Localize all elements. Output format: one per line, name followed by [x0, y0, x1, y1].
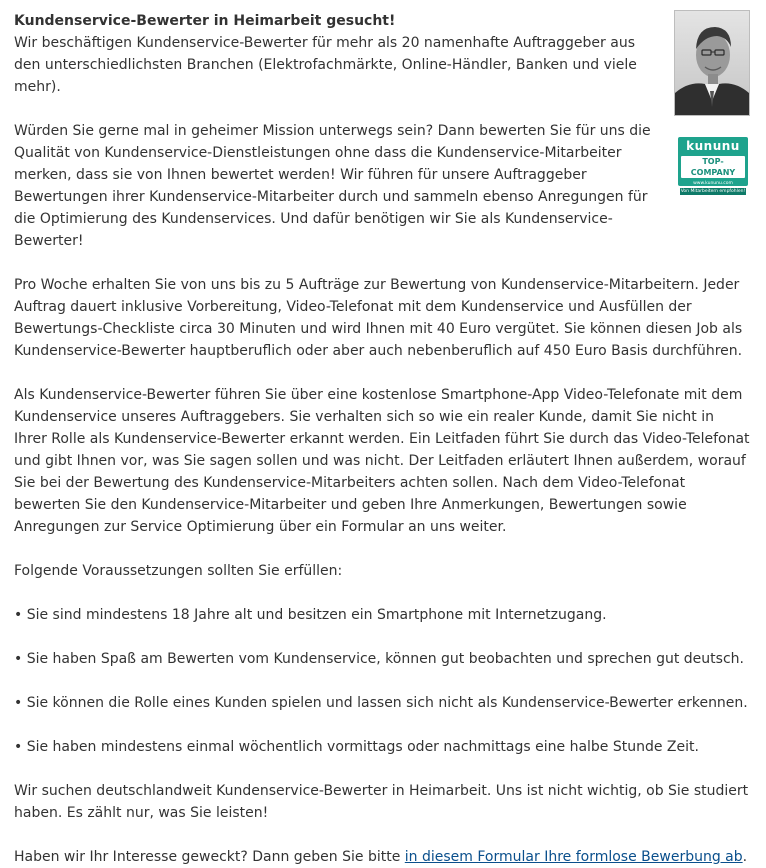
intro-paragraph: Wir beschäftigen Kundenservice-Bewerter für mehr als 20 namenhafte Auftraggeber aus den unterschiedlichsten Branchen (Elektrofachmärkte, Online-Händler, Banken und viele mehr).: [14, 35, 637, 95]
list-item: [14, 692, 750, 714]
recruiter-photo: [674, 10, 750, 116]
bullet-icon: •: [14, 651, 23, 667]
requirements-heading: Folgende Voraussetzungen sollten Sie erfüllen:: [14, 563, 343, 579]
list-item-text: Sie haben Spaß am Bewerten vom Kundenservice, können gut beobachten und sprechen gut deutsch.: [26, 651, 744, 667]
search-paragraph: Wir suchen deutschlandweit Kundenservice-Bewerter in Heimarbeit. Uns ist nicht wichtig, ob Sie studiert haben. Es zählt nur, was Sie leisten!: [14, 783, 749, 821]
bullet-icon: •: [14, 695, 23, 711]
mission-paragraph: Würden Sie gerne mal in geheimer Mission unterwegs sein? Dann bewerten Sie für uns die Qualität von Kundenservice-Dienstleistungen ohne dass die Kundenservice-Mitarbeiter merken, dass sie von Ihnen bewertet werden! Wir führen für unsere Auftraggeber Bewertungen ihrer Kundenservice-Mitarbeiter durch und sammeln ebenso Anregungen für die Optimierung des Kundenservices. Und dafür benötigen wir Sie als Kundenservice-Bewerter!: [14, 123, 651, 249]
list-item: [14, 648, 750, 670]
list-item: [14, 736, 750, 758]
bullet-icon: •: [14, 607, 23, 623]
bullet-icon: •: [14, 739, 23, 755]
list-item-text: Sie sind mindestens 18 Jahre alt und besitzen ein Smartphone mit Internetzugang.: [26, 607, 607, 623]
badge-label: TOP-COMPANY: [681, 156, 745, 178]
badge-tagline: Von Mitarbeitern empfohlen!: [680, 189, 746, 194]
list-item: [14, 604, 750, 626]
weekly-tasks-paragraph: Pro Woche erhalten Sie von uns bis zu 5 Aufträge zur Bewertung von Kundenservice-Mitarbeitern. Jeder Auftrag dauert inklusive Vorbereitung, Video-Telefonat mit dem Kundenservice und Ausfüllen der Bewertungs-Checkliste circa 30 Minuten und wird Ihnen mit 40 Euro vergütet. Sie können diesen Job als Kundenservice-Bewerter hauptberuflich oder aber auch nebenberuflich auf 450 Euro Basis durchführen.: [14, 277, 743, 359]
app-description-paragraph: Als Kundenservice-Bewerter führen Sie über eine kostenlose Smartphone-App Video-Telefonate mit dem Kundenservice unseres Auftraggebers. Sie verhalten sich so wie ein realer Kunde, damit Sie nicht in Ihrer Rolle als Kundenservice-Bewerter erkannt werden. Ein Leitfaden führt Sie durch das Video-Telefonat und gibt Ihnen vor, was Sie sagen sollen und was nicht. Der Leitfaden erläutert Ihnen außerdem, worauf Sie bei der Bewertung des Kundenservice-Mitarbeiters achten sollen. Nach dem Video-Telefonat bewerten Sie den Kundenservice-Mitarbeiter und geben Ihre Anmerkungen, Bewertungen sowie Anregungen zur Service Optimierung über ein Formular an uns weiter.: [14, 387, 750, 535]
application-form-link[interactable]: in diesem Formular Ihre formlose Bewerbung ab: [404, 849, 743, 865]
closing-period: .: [742, 849, 748, 865]
badge-logo: kununu: [686, 139, 740, 153]
closing-paragraph: [14, 846, 750, 868]
closing-text: Haben wir Ihr Interesse geweckt? Dann geben Sie bitte: [14, 849, 405, 865]
list-item-text: Sie haben mindestens einmal wöchentlich vormittags oder nachmittags eine halbe Stunde Zeit.: [26, 739, 699, 755]
kununu-top-company-badge: [678, 137, 748, 194]
list-item-text: Sie können die Rolle eines Kunden spielen und lassen sich nicht als Kundenservice-Bewerter erkennen.: [26, 695, 748, 711]
badge-url: www.kununu.com: [693, 181, 733, 186]
page-title: Kundenservice-Bewerter in Heimarbeit gesucht!: [14, 13, 396, 29]
person-portrait-icon: [675, 11, 749, 115]
